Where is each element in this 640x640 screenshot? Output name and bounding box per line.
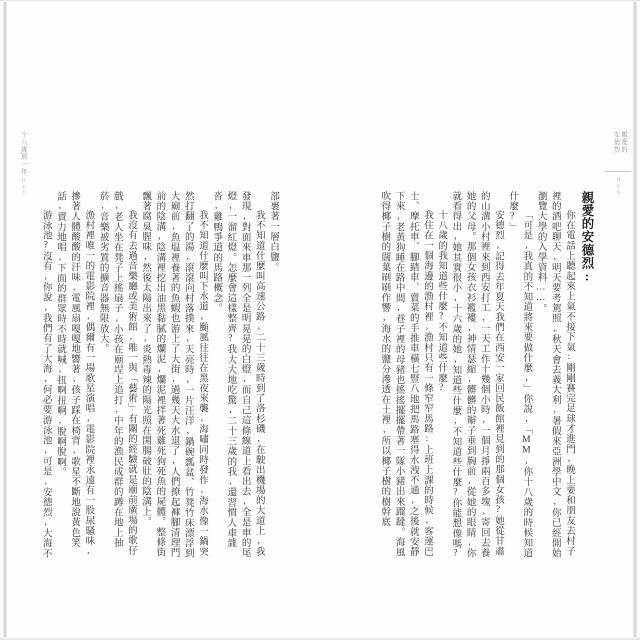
paragraph: 我不知道什麼叫下水道,颱風往往在黑夜來襲,海嘯同時發作,海水像一鍋突然打翻了的湯,滾滾向村落撲來,天亮時,一片汪洋,鍋碗瓢盆、竹凳竹床漂浮到大廟前,魚塭裡養著的魚蝦也游上了大街,過幾天大水退了,人們撩起褲腳清理門前的陰溝,陰溝裡挖出油黑黏膩的爛泥,爛泥裡拌著死雞死狗死魚的屍體。整條街飄著腐臭腥味,然後太陽出來了,炎熱毒辣的陽光照在開腸破肚的陰溝上。 (140, 191, 207, 559)
page-edge-right (633, 0, 637, 640)
paragraph: 我沒有去過音樂廳或美術館,唯一與「藝術」有關的經驗就是廟前廣場的歌仔戲,老人坐在凳子上搖扇子,小孩在廟埕上追打,中年的漁民成群的蹲在地上抽菸,音樂被劣質的擴音器無限放大。 (97, 191, 136, 556)
page-number-left: 027 (21, 179, 26, 199)
paragraph: 部裹著一層白鹽。 (268, 191, 278, 273)
page-number-right: 026 (616, 178, 621, 198)
running-header-line-1: 親愛的 (620, 131, 627, 154)
paragraph: 我不知道什麼叫高速公路,二十三歲時到了洛杉磯,在駛出機場的大道上,我發現,對面來車那一列全是明晃晃的白燈,而自己這條線道上看出去,全是車的尾燈,一溜紅燈。怎麼會這樣整齊?我大大地吃驚,二十三歲的我,還習慣人車雜沓,雞鴨爭道的馬路概念。 (211, 191, 264, 558)
letter-heading: 親愛的安德烈: (580, 191, 594, 285)
right-page-paragraphs (377, 191, 576, 560)
page-edge-left (3, 0, 7, 640)
paragraph: 游泳池?沒有,你說,我們有了大海,何必要游泳池,可是,安德烈,大海不 (40, 210, 51, 559)
paragraph: 「可是,我真的不知道將來要做什麼,」你說,「MM,你十八歲的時候知道什麼?」 (507, 191, 532, 559)
left-page-paragraphs (39, 191, 280, 560)
chapter-header: 十八歲那一年 (19, 131, 27, 176)
paragraph: 安德烈,記得去年夏天我們在西安一家回民飯館裡見到的那個女孩?她從甘肅的山溝小村裡來到西安打工,一天工作十幾個小時,一個月掙兩百多塊,寄回去養她的父母。那個女孩衣衫襤褸,神情瑟縮,髒髒的辮子垂到胸前,從她的眼睛,你就看得出,她其實很小,十六歲的她,知道些什麼,不知道些什麼?你能想像嗎? (450, 191, 503, 560)
paragraph: 你在電話上聽起來上氣不接下氣:剛剛賽完足球才進門,晚上要和朋友去村子裡的酒吧聊天,明天要考駕照,秋天會去義大利,暑假來亞洲學中文,你已經開始瀏覽大學的入學資料……。 (535, 191, 574, 559)
running-header-line-2: 安德烈 (612, 131, 620, 154)
paragraph: 漁村裡唯一的電影院裡,偶爾有一場歌星演唱,電影院裡永遠有一股尿騷味,摻著人體酸酸的汗味,電風扇嘎嘎地響著,孩子踩在椅背,歌星不斷地說黃色笑話,賣力地唱,下面的群眾時不時就喊,扭啊扭啊,脫啊脫啊。 (54, 191, 94, 557)
paragraph: 我住在一個海邊的漁村裡,漁村只有一條窄窄馬路:上班上課的時候,客運巴士、摩托車、腳踏車、賣菜的手推車橫七豎八地把馬路塞得水洩不通,之後就安靜下來,老黃狗睡在路中間,巷子裡的母豬也搖搖擺擺帶著一隊小豬出來蹓躂。海風吹得椰子樹的闊葉刷刷作響,海水的鹽分滲透在土裡,所以椰子樹的樹幹底 (379, 191, 432, 558)
right-page-text (377, 191, 598, 560)
header-rule (605, 171, 631, 172)
left-page-text (39, 191, 280, 560)
paragraph: 十八歲的我知道些什麼?不知道些什麼? (436, 210, 447, 394)
running-header-book-title (612, 131, 627, 153)
page-edge-top (0, 0, 640, 2)
